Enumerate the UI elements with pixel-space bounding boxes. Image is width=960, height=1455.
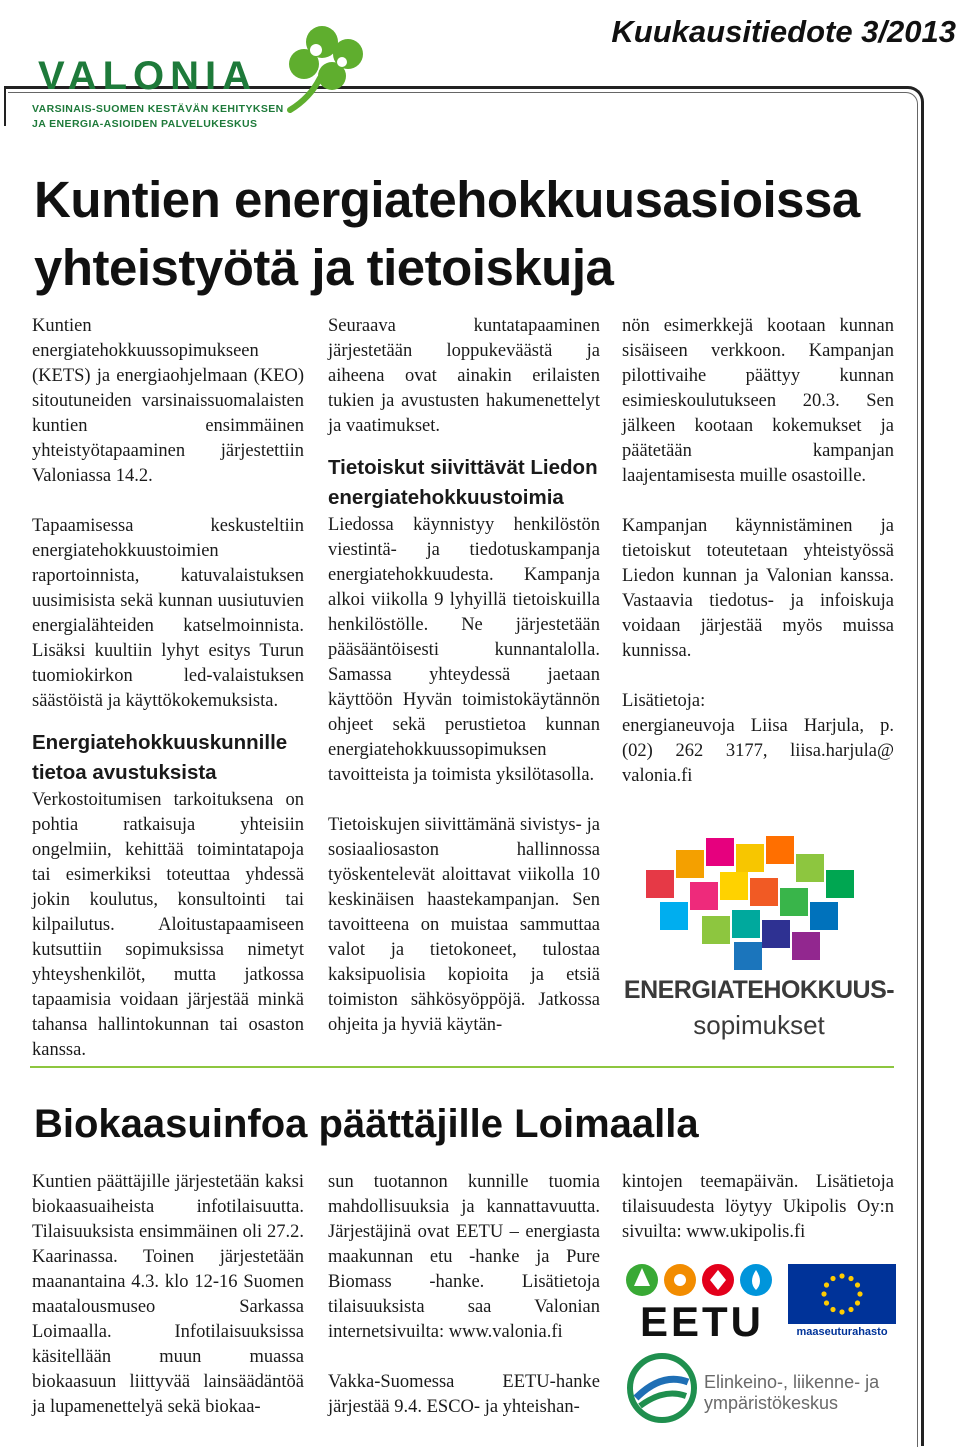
eu-flag-icon (788, 1264, 896, 1324)
paragraph: Verkostoitumisen tarkoituksena on pohtia ratkaisuja yhteisiin ongelmiin, kehittää toimintatapoja tai esimerkiksi toteuttaa yhdessä jokin koulutus, konsultointi tai kilpailutus. Aloitustapaamiseen kutsuttiin sopimuksissa nimetyt yhteyshenkilöt, mutta jatkossa tapaamisia voidaan järjestää minkä tahansa hallintokunnan tai osaston kanssa. (32, 790, 304, 1060)
logo-subtitle: sopimukset (693, 1010, 825, 1040)
paragraph: Vakka-Suomessa EETU-hanke järjestää 9.4. ESCO- ja yhteishan- (328, 1372, 600, 1417)
logo-subtitle-line-2: JA ENERGIA-ASIOIDEN PALVELUKESKUS (32, 118, 258, 130)
eetu-logo (624, 1262, 780, 1348)
eetu-wordmark: EETU (639, 1298, 764, 1345)
article-2-column-2 (328, 1170, 600, 1420)
puzzle-crosses-icon (622, 826, 896, 976)
article-1-headline (34, 166, 894, 302)
frame-corner (4, 86, 6, 126)
logo-subtitle (32, 102, 292, 132)
ely-logo (626, 1352, 916, 1424)
paragraph: Kampanjan käynnistäminen ja tietoiskut toteutetaan yhteistyössä Liedon kunnan ja Valonian kanssa. Vastaavia tiedotus- ja infoiskuja voidaan järjestää myös muissa kunnissa. (622, 516, 894, 661)
paragraph: Kuntien päättäjille järjestetään kaksi biokaasuaiheista infotilaisuutta. Tilaisuuksista ensimmäinen oli 27.2. Kaarinassa. Toinen järjestetään maanantaina 4.3. klo 12-16 Suomen maatalousmuseo Sarkassa Loimaalla. Infotilaisuuksissa käsitellään muun muassa biokaasuun liittyvää lainsäädäntöä ja lupamenettelyä sekä biokaa- (32, 1172, 304, 1417)
paragraph: Liedossa käynnistyy henkilöstön viestintä- ja tiedotuskampanja energiatehokkuudesta. Kampanja alkoi viikolla 9 lyhyillä tietoiskuilla henkilöstölle. Ne järjestetään pääsääntöisesti kunnantalolla. Samassa yhteydessä jaetaan käyttöön Hyvän toimistokäytännön ohjeet sekä perustietoa kunnan energiatehokkuussopimuksen tavoitteista ja toimista yksilötasolla. (328, 515, 600, 785)
article-1-column-2 (328, 314, 600, 1038)
article-1-column-1 (32, 314, 304, 1063)
article-2-column-3 (622, 1170, 894, 1245)
logo-subtitle-line-1: VARSINAIS-SUOMEN KESTÄVÄN KEHITYKSEN (32, 103, 284, 115)
section-divider (30, 1066, 894, 1068)
valonia-logo (12, 6, 372, 146)
subheading: Tietoiskut siivittävät Liedon energiatehokkuustoimia (328, 456, 598, 509)
ely-emblem-icon (626, 1352, 698, 1424)
headline-line-2: yhteistyötä ja tietoiskuja (34, 239, 614, 296)
ely-name-line-2: ympäristökeskus (704, 1393, 839, 1413)
ely-name-line-1: Elinkeino-, liikenne- ja (704, 1372, 880, 1392)
contact-label: Lisätietoja: (622, 691, 706, 711)
issue-label: Kuukausitiedote 3/2013 (611, 14, 956, 49)
ely-name (704, 1372, 914, 1414)
logo-title: ENERGIATEHOKKUUS- (623, 976, 895, 1004)
article-1-column-3 (622, 314, 894, 789)
subheading: Energiatehokkuuskunnille tietoa avustuksista (32, 731, 288, 784)
paragraph: Seuraava kuntatapaaminen järjestetään loppukeväästä ja aiheena ovat ainakin erilaisten tukien ja avustusten hakumenettelyt ja vaatimukset. (328, 316, 600, 436)
article-2-column-1 (32, 1170, 304, 1420)
article-2-headline: Biokaasuinfoa päättäjille Loimaalla (34, 1102, 699, 1146)
paragraph: sun tuotannon kunnille tuomia mahdollisuuksia ja kannattavuutta. Järjestäjinä ovat EETU – energiasta maakunnan etu -hanke ja Pure Biomass -hanke. Lisätietoja tilaisuuksista saa Valonian internetsivuilta: www.valonia.fi (328, 1172, 600, 1342)
paragraph: Tietoiskujen siivittämänä sivistys- ja sosiaaliosaston hallinnossa työskentelevät aloittavat viikolla 10 keskinäisen haastekampanjan. Sen tavoitteena on muistaa sammuttaa valot ja tietokoneet, tulostaa kaksipuolisia kopioita ja etsiä toimiston sähkösyöppöjä. Jatkossa ohjeita ja hyviä käytän- (328, 815, 600, 1035)
eetu-symbols-icon (624, 1262, 780, 1298)
eu-label: maaseuturahasto (796, 1326, 888, 1338)
headline-line-1: Kuntien energiatehokkuusasioissa (34, 171, 860, 228)
logo-wordmark: VALONIA (38, 54, 258, 98)
eu-flag-logo (788, 1264, 896, 1344)
paragraph: Tapaamisessa keskusteltiin energiatehokkuustoimien raportoinnista, katuvalaistuksen uusimisista sekä kunnan uusiutuvien energialähteiden katselmoinnista. Lisäksi kuultiin lyhyt esitys Turun tuomiokirkon led-valaistuksen säästöistä ja käyttökokemuksista. (32, 516, 304, 711)
paragraph: Kuntien energiatehokkuussopimukseen (KETS) ja energiaohjelmaan (KEO) sitoutuneiden varsinaissuomalaisten kuntien ensimmäinen yhteistyötapaaminen järjestettiin Valoniassa 14.2. (32, 316, 304, 486)
energiatehokkuus-logo (622, 826, 896, 1056)
paragraph: nön esimerkkejä kootaan kunnan sisäiseen verkkoon. Kampanjan pilottivaihe päättyy kunnan esimieskoulutukseen 20.3. Sen jälkeen kootaan kokemukset ja päätetään kampanjan laajentamisesta muille osastoille. (622, 316, 894, 486)
paragraph: kintojen teemapäivän. Lisätietoja tilaisuudesta löytyy Ukipolis Oy:n sivuilta: www.ukipolis.fi (622, 1172, 894, 1242)
contact-info: energianeuvoja Liisa Harjula, p. (02) 262 3177, liisa.harjula@ valonia.fi (622, 716, 894, 786)
